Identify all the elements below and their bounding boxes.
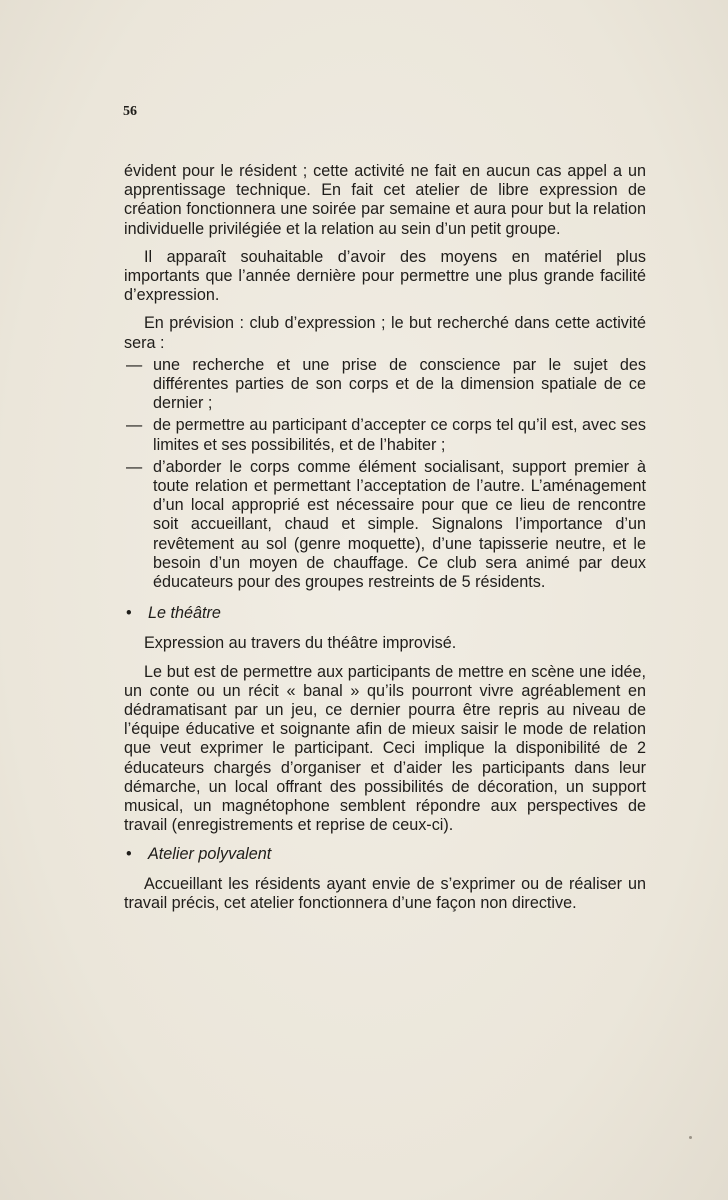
section-heading — [126, 604, 646, 623]
list-item-text: une recherche et une prise de conscience par le sujet des différentes parties de son corps et de la dimension spatiale de ce dernier ; — [153, 355, 646, 413]
list-item — [124, 416, 646, 454]
list-item-text: d’aborder le corps comme élément socialisant, support premier à toute relation et permettant l’acceptation de l’autre. L’aménagement d’un local approprié est nécessaire pour que ce lieu de rencontre soit accueillant, chaud et simple. Signalons l’importance d’un revêtement au sol (genre moquette), d’une tapisserie neutre, et le besoin d’un moyen de chauffage. Ce club sera animé par deux éducateurs pour des groupes restreints de 5 résidents. — [153, 457, 646, 592]
dash-marker: — — [126, 457, 143, 476]
paragraph: Le but est de permettre aux participants de mettre en scène une idée, un conte ou un récit « banal » qu’ils pourront vivre agréablement en dédramatisant par un jeu, ce dernier pourra être repris au niveau de l’équipe éducative et soignante afin de mieux saisir le mode de relation que veut exprimer le participant. Ceci implique la disponibilité de 2 éducateurs chargés d’organiser et d’aider les participants dans leur démarche, un local offrant des possibilités de décoration, un support musical, un magnétophone semblent répondre aux perspectives de travail (enregistrements et reprise de ceux-ci). — [124, 662, 646, 835]
bullet-icon: • — [126, 604, 132, 623]
paper-speck — [689, 1136, 692, 1139]
page-body — [124, 162, 646, 922]
section-title: Atelier polyvalent — [148, 844, 272, 863]
paragraph: Accueillant les résidents ayant envie de s’exprimer ou de réaliser un travail précis, cet atelier fonctionnera d’une façon non directive. — [124, 874, 646, 912]
paragraph: Expression au travers du théâtre improvisé. — [144, 634, 457, 653]
paragraph: évident pour le résident ; cette activité ne fait en aucun cas appel a un apprentissage technique. En fait cet atelier de libre expression de création fonctionnera une soirée par semaine et aura pour but la relation individuelle privilégiée et la relation au sein d’un petit groupe. — [124, 162, 646, 238]
list-item — [124, 356, 646, 414]
page-number: 56 — [123, 104, 137, 119]
section-heading — [126, 845, 646, 864]
paragraph: Il apparaît souhaitable d’avoir des moyens en matériel plus importants que l’année dernière pour permettre une plus grande facilité d’expression. — [124, 247, 646, 305]
dash-marker: — — [126, 416, 143, 435]
paragraph: En prévision : club d’expression ; le but recherché dans cette activité sera : — [124, 314, 646, 352]
section-title: Le théâtre — [148, 604, 221, 623]
bullet-icon: • — [126, 844, 132, 863]
dash-marker: — — [126, 355, 143, 374]
list-item-text: de permettre au participant d’accepter ce corps tel qu’il est, avec ses limites et ses possibilités, et de l’habiter ; — [153, 416, 646, 454]
list-item — [124, 458, 646, 592]
